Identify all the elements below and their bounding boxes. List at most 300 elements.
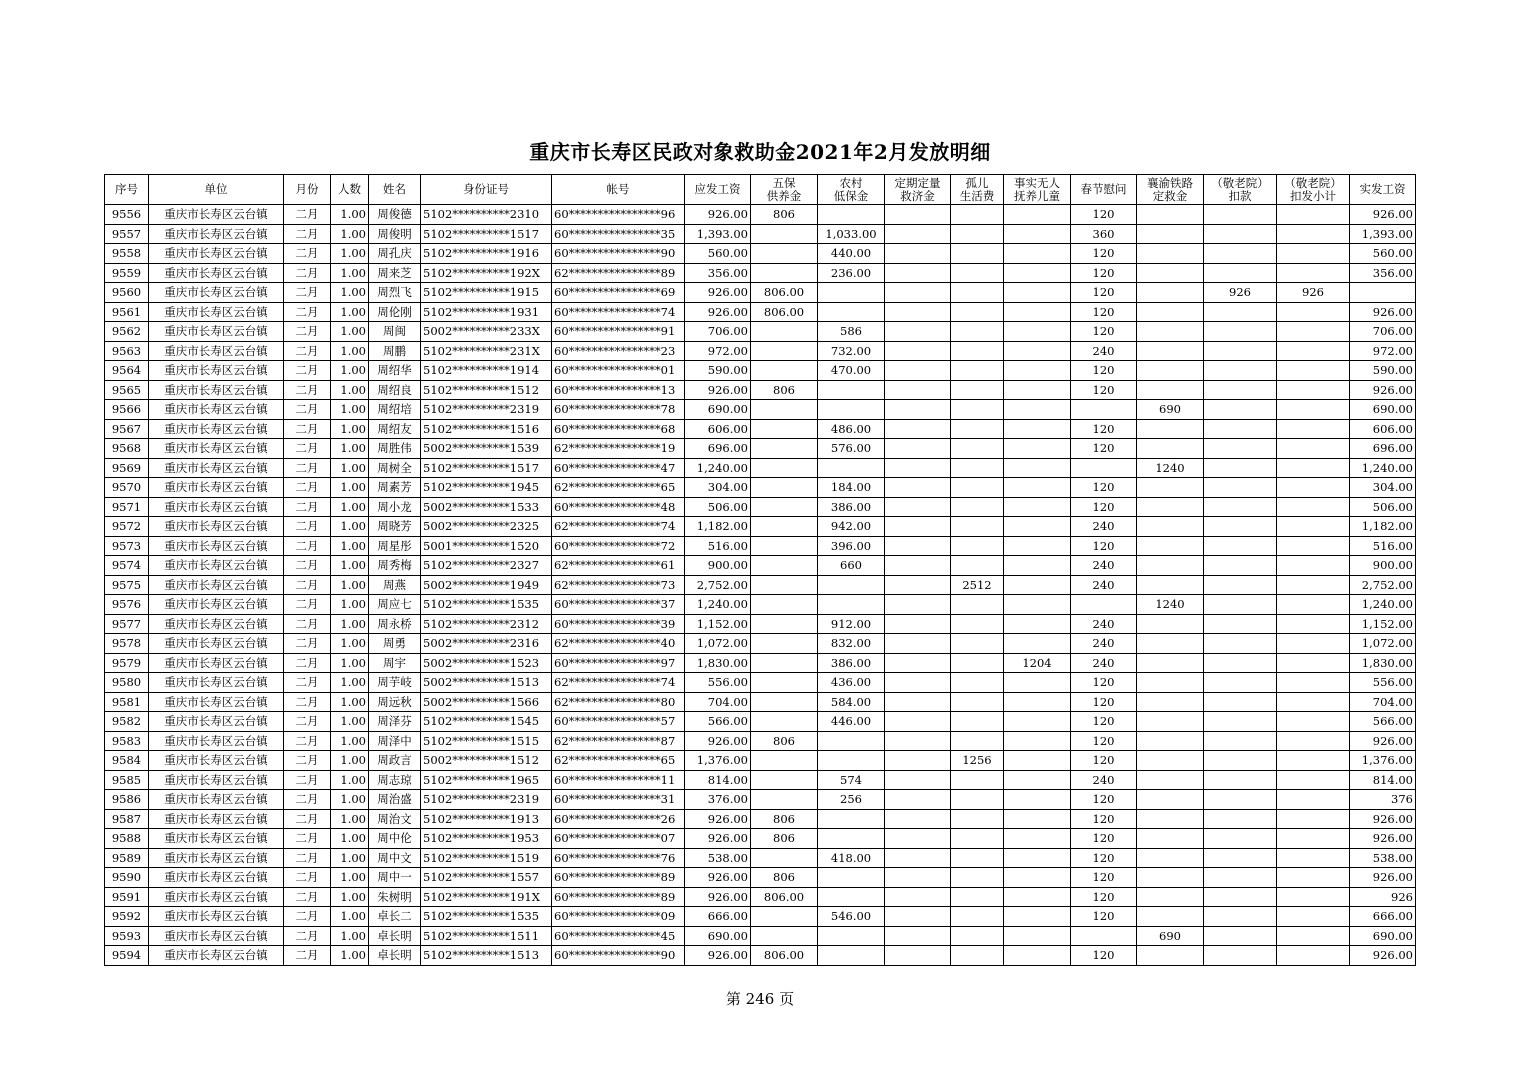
col-account-cell: 60****************11 [552,770,685,790]
col-nursing-deduction-cell [1204,263,1277,283]
col-nursing-deduction-cell [1204,322,1277,342]
table-row [105,790,1416,810]
col-seq-cell: 9585 [105,770,149,790]
col-id-number-cell: 5102**********1535 [421,595,552,615]
col-nursing-subtotal-cell [1277,478,1350,498]
col-nursing-deduction-cell [1204,205,1277,225]
col-nursing-subtotal-cell [1277,614,1350,634]
col-nursing-subtotal-cell [1277,361,1350,381]
col-xiangyu-railway-cell [1137,770,1204,790]
col-regular-relief-cell [885,614,951,634]
col-unit-cell: 重庆市长寿区云台镇 [149,887,284,907]
col-spring-festival-cell: 120 [1071,536,1137,556]
col-seq-cell: 9592 [105,907,149,927]
col-nursing-deduction-cell [1204,575,1277,595]
col-name-cell: 卓长明 [369,926,421,946]
col-net-pay-cell: 926.00 [1350,829,1416,849]
col-spring-festival-cell: 120 [1071,907,1137,927]
col-month-cell: 二月 [284,751,331,771]
col-five-guarantee-cell [751,263,818,283]
col-five-guarantee-cell: 806.00 [751,302,818,322]
col-orphan-allowance-cell [951,556,1004,576]
col-count-cell: 1.00 [331,634,369,654]
col-count-cell: 1.00 [331,400,369,420]
col-nursing-subtotal-cell [1277,263,1350,283]
col-unit-cell: 重庆市长寿区云台镇 [149,673,284,693]
col-unsupported-child-cell [1004,400,1071,420]
col-rural-minimum-cell: 446.00 [818,712,885,732]
col-name-cell: 周远秋 [369,692,421,712]
col-name-cell: 周树全 [369,458,421,478]
col-seq-cell: 9561 [105,302,149,322]
col-unsupported-child-cell [1004,361,1071,381]
col-orphan-allowance-cell [951,205,1004,225]
col-unsupported-child-cell [1004,302,1071,322]
col-id-number-header: 身份证号 [421,175,552,205]
col-spring-festival-cell: 120 [1071,673,1137,693]
col-xiangyu-railway-cell [1137,848,1204,868]
col-nursing-subtotal-cell [1277,595,1350,615]
col-unsupported-child-cell [1004,887,1071,907]
col-nursing-deduction-cell [1204,634,1277,654]
col-unit-cell: 重庆市长寿区云台镇 [149,829,284,849]
col-orphan-allowance-cell [951,634,1004,654]
col-rural-minimum-cell: 1,033.00 [818,224,885,244]
col-unit-cell: 重庆市长寿区云台镇 [149,653,284,673]
col-name-cell: 周闽 [369,322,421,342]
col-regular-relief-cell [885,341,951,361]
col-seq-cell: 9594 [105,946,149,966]
col-five-guarantee-cell [751,634,818,654]
col-nursing-subtotal-cell [1277,673,1350,693]
col-five-guarantee-cell: 806 [751,868,818,888]
col-xiangyu-railway-cell [1137,263,1204,283]
col-regular-relief-cell [885,536,951,556]
col-five-guarantee-cell [751,400,818,420]
col-orphan-allowance-cell [951,848,1004,868]
col-id-number-cell: 5002**********2325 [421,517,552,537]
col-unsupported-child-cell [1004,478,1071,498]
col-xiangyu-railway-cell: 1240 [1137,595,1204,615]
col-count-cell: 1.00 [331,283,369,303]
col-gross-pay-cell: 506.00 [685,497,751,517]
col-spring-festival-cell: 240 [1071,653,1137,673]
col-unsupported-child-cell [1004,673,1071,693]
col-five-guarantee-cell [751,926,818,946]
col-account-cell: 60****************45 [552,926,685,946]
col-gross-pay-cell: 1,376.00 [685,751,751,771]
col-gross-pay-cell: 926.00 [685,283,751,303]
col-rural-minimum-cell [818,380,885,400]
col-nursing-deduction-cell [1204,614,1277,634]
col-nursing-deduction-cell [1204,907,1277,927]
table-row [105,322,1416,342]
table-body [105,205,1416,966]
col-id-number-cell: 5102**********1945 [421,478,552,498]
col-nursing-subtotal-header: （敬老院） 扣发小计 [1277,175,1350,205]
col-net-pay-cell: 690.00 [1350,926,1416,946]
col-seq-cell: 9571 [105,497,149,517]
col-unit-cell: 重庆市长寿区云台镇 [149,634,284,654]
col-spring-festival-cell: 120 [1071,946,1137,966]
table-row [105,224,1416,244]
col-nursing-deduction-cell [1204,731,1277,751]
col-nursing-deduction-cell [1204,926,1277,946]
col-name-cell: 周伦刚 [369,302,421,322]
col-five-guarantee-cell: 806.00 [751,283,818,303]
col-unit-cell: 重庆市长寿区云台镇 [149,205,284,225]
col-unit-cell: 重庆市长寿区云台镇 [149,556,284,576]
col-unsupported-child-cell [1004,224,1071,244]
col-nursing-subtotal-cell [1277,907,1350,927]
col-five-guarantee-cell [751,497,818,517]
col-five-guarantee-cell: 806 [751,809,818,829]
col-xiangyu-railway-header: 襄渝铁路 定救金 [1137,175,1204,205]
col-nursing-deduction-cell [1204,341,1277,361]
col-count-cell: 1.00 [331,380,369,400]
col-spring-festival-cell: 360 [1071,224,1137,244]
col-nursing-subtotal-cell [1277,302,1350,322]
col-xiangyu-railway-cell [1137,224,1204,244]
col-five-guarantee-cell [751,244,818,264]
col-spring-festival-cell: 240 [1071,341,1137,361]
col-xiangyu-railway-cell: 690 [1137,400,1204,420]
col-gross-pay-cell: 566.00 [685,712,751,732]
col-nursing-deduction-cell [1204,848,1277,868]
col-regular-relief-cell [885,283,951,303]
col-net-pay-cell: 1,393.00 [1350,224,1416,244]
relief-payment-table [104,174,1416,966]
col-gross-pay-cell: 666.00 [685,907,751,927]
col-unsupported-child-cell [1004,283,1071,303]
col-orphan-allowance-cell [951,458,1004,478]
col-unit-cell: 重庆市长寿区云台镇 [149,575,284,595]
col-nursing-subtotal-cell [1277,634,1350,654]
col-regular-relief-cell [885,224,951,244]
col-unsupported-child-cell [1004,946,1071,966]
col-count-cell: 1.00 [331,361,369,381]
col-five-guarantee-cell: 806 [751,731,818,751]
col-month-cell: 二月 [284,868,331,888]
col-xiangyu-railway-cell [1137,614,1204,634]
col-net-pay-cell: 926.00 [1350,868,1416,888]
col-rural-minimum-cell [818,283,885,303]
col-nursing-deduction-cell: 926 [1204,283,1277,303]
col-regular-relief-cell [885,517,951,537]
col-month-cell: 二月 [284,692,331,712]
col-nursing-deduction-cell [1204,868,1277,888]
col-seq-cell: 9559 [105,263,149,283]
col-id-number-cell: 5102**********1965 [421,770,552,790]
col-unsupported-child-cell [1004,595,1071,615]
table-row [105,536,1416,556]
col-xiangyu-railway-cell [1137,380,1204,400]
col-name-cell: 周俊德 [369,205,421,225]
col-month-cell: 二月 [284,419,331,439]
col-spring-festival-cell: 240 [1071,770,1137,790]
col-orphan-allowance-cell [951,439,1004,459]
col-nursing-deduction-cell [1204,439,1277,459]
col-seq-header: 序号 [105,175,149,205]
col-unsupported-child-cell [1004,244,1071,264]
col-seq-cell: 9570 [105,478,149,498]
col-seq-cell: 9557 [105,224,149,244]
col-count-cell: 1.00 [331,790,369,810]
col-count-cell: 1.00 [331,829,369,849]
col-month-cell: 二月 [284,575,331,595]
col-nursing-subtotal-cell: 926 [1277,283,1350,303]
col-id-number-cell: 5102**********2310 [421,205,552,225]
col-unsupported-child-cell [1004,926,1071,946]
col-five-guarantee-cell [751,517,818,537]
col-nursing-subtotal-cell [1277,712,1350,732]
col-gross-pay-cell: 926.00 [685,887,751,907]
col-seq-cell: 9576 [105,595,149,615]
col-unsupported-child-cell [1004,790,1071,810]
col-count-cell: 1.00 [331,946,369,966]
col-seq-cell: 9562 [105,322,149,342]
col-month-cell: 二月 [284,907,331,927]
col-nursing-subtotal-cell [1277,575,1350,595]
col-spring-festival-cell: 120 [1071,302,1137,322]
col-id-number-cell: 5002**********1533 [421,497,552,517]
col-account-cell: 62****************74 [552,517,685,537]
col-unit-cell: 重庆市长寿区云台镇 [149,692,284,712]
col-unsupported-child-cell [1004,634,1071,654]
col-month-cell: 二月 [284,458,331,478]
col-nursing-deduction-cell [1204,790,1277,810]
col-id-number-cell: 5102**********1914 [421,361,552,381]
table-row [105,263,1416,283]
col-unit-cell: 重庆市长寿区云台镇 [149,712,284,732]
col-gross-pay-cell: 972.00 [685,341,751,361]
col-five-guarantee-cell [751,653,818,673]
col-rural-minimum-cell: 832.00 [818,634,885,654]
table-row [105,595,1416,615]
col-regular-relief-cell [885,926,951,946]
col-seq-cell: 9589 [105,848,149,868]
table-row [105,731,1416,751]
col-id-number-cell: 5102**********1557 [421,868,552,888]
col-account-cell: 60****************07 [552,829,685,849]
col-xiangyu-railway-cell [1137,205,1204,225]
col-orphan-allowance-cell [951,302,1004,322]
col-rural-minimum-cell [818,575,885,595]
col-nursing-subtotal-cell [1277,887,1350,907]
col-unit-cell: 重庆市长寿区云台镇 [149,770,284,790]
col-net-pay-cell: 376 [1350,790,1416,810]
col-name-cell: 周勇 [369,634,421,654]
col-spring-festival-cell: 240 [1071,575,1137,595]
col-orphan-allowance-cell [951,692,1004,712]
col-regular-relief-cell [885,302,951,322]
col-gross-pay-cell: 1,393.00 [685,224,751,244]
col-orphan-allowance-cell [951,400,1004,420]
col-gross-pay-cell: 606.00 [685,419,751,439]
table-row [105,829,1416,849]
col-rural-minimum-cell: 584.00 [818,692,885,712]
col-spring-festival-header: 春节慰问 [1071,175,1137,205]
col-unsupported-child-cell [1004,868,1071,888]
col-account-cell: 62****************73 [552,575,685,595]
col-xiangyu-railway-cell [1137,887,1204,907]
col-regular-relief-cell [885,692,951,712]
col-nursing-deduction-cell [1204,497,1277,517]
col-seq-cell: 9560 [105,283,149,303]
col-unit-cell: 重庆市长寿区云台镇 [149,497,284,517]
col-xiangyu-railway-cell [1137,673,1204,693]
col-account-cell: 62****************61 [552,556,685,576]
col-seq-cell: 9556 [105,205,149,225]
table-row [105,926,1416,946]
col-month-cell: 二月 [284,497,331,517]
col-orphan-allowance-cell [951,673,1004,693]
col-spring-festival-cell: 120 [1071,848,1137,868]
col-nursing-deduction-cell [1204,458,1277,478]
col-unsupported-child-cell [1004,458,1071,478]
col-unit-cell: 重庆市长寿区云台镇 [149,731,284,751]
col-seq-cell: 9582 [105,712,149,732]
col-net-pay-cell: 538.00 [1350,848,1416,868]
col-orphan-allowance-header: 孤儿 生活费 [951,175,1004,205]
col-account-cell: 60****************69 [552,283,685,303]
col-xiangyu-railway-cell [1137,868,1204,888]
col-orphan-allowance-cell [951,244,1004,264]
col-five-guarantee-cell: 806 [751,380,818,400]
col-id-number-cell: 5102**********1916 [421,244,552,264]
col-regular-relief-cell [885,634,951,654]
col-count-cell: 1.00 [331,614,369,634]
col-five-guarantee-cell [751,224,818,244]
col-nursing-deduction-cell [1204,595,1277,615]
table-row [105,283,1416,303]
col-count-cell: 1.00 [331,731,369,751]
col-month-cell: 二月 [284,244,331,264]
col-month-cell: 二月 [284,770,331,790]
col-spring-festival-cell: 120 [1071,497,1137,517]
col-unsupported-child-cell [1004,517,1071,537]
col-gross-pay-cell: 556.00 [685,673,751,693]
col-name-cell: 周燕 [369,575,421,595]
col-net-pay-cell: 900.00 [1350,556,1416,576]
col-regular-relief-cell [885,751,951,771]
col-seq-cell: 9563 [105,341,149,361]
col-xiangyu-railway-cell [1137,439,1204,459]
col-month-cell: 二月 [284,536,331,556]
col-xiangyu-railway-cell [1137,536,1204,556]
col-account-cell: 60****************35 [552,224,685,244]
col-id-number-cell: 5102**********2312 [421,614,552,634]
col-name-cell: 周宇 [369,653,421,673]
col-nursing-subtotal-cell [1277,536,1350,556]
col-nursing-deduction-cell [1204,380,1277,400]
col-gross-pay-cell: 690.00 [685,926,751,946]
col-account-cell: 60****************68 [552,419,685,439]
col-name-cell: 周泽中 [369,731,421,751]
col-unsupported-child-cell [1004,614,1071,634]
col-id-number-cell: 5102**********2319 [421,790,552,810]
col-count-cell: 1.00 [331,926,369,946]
col-account-cell: 62****************80 [552,692,685,712]
col-xiangyu-railway-cell [1137,556,1204,576]
col-account-cell: 60****************48 [552,497,685,517]
col-seq-cell: 9566 [105,400,149,420]
col-gross-pay-cell: 1,152.00 [685,614,751,634]
col-month-cell: 二月 [284,302,331,322]
col-nursing-deduction-cell [1204,224,1277,244]
col-orphan-allowance-cell [951,829,1004,849]
col-nursing-subtotal-cell [1277,419,1350,439]
col-id-number-cell: 5102**********191X [421,887,552,907]
col-id-number-cell: 5102**********2319 [421,400,552,420]
col-spring-festival-cell: 120 [1071,712,1137,732]
col-rural-minimum-cell [818,302,885,322]
col-nursing-deduction-cell [1204,302,1277,322]
col-unsupported-child-cell [1004,341,1071,361]
col-regular-relief-cell [885,731,951,751]
col-account-cell: 60****************57 [552,712,685,732]
col-gross-pay-cell: 926.00 [685,868,751,888]
col-unit-cell: 重庆市长寿区云台镇 [149,517,284,537]
col-net-pay-cell: 696.00 [1350,439,1416,459]
col-five-guarantee-cell [751,848,818,868]
table-row [105,770,1416,790]
col-seq-cell: 9572 [105,517,149,537]
col-regular-relief-cell [885,419,951,439]
col-net-pay-cell: 1,182.00 [1350,517,1416,537]
col-name-cell: 周晓芳 [369,517,421,537]
col-unit-cell: 重庆市长寿区云台镇 [149,400,284,420]
col-rural-minimum-cell: 942.00 [818,517,885,537]
col-account-cell: 60****************23 [552,341,685,361]
col-name-cell: 周绍良 [369,380,421,400]
col-account-cell: 60****************78 [552,400,685,420]
col-spring-festival-cell [1071,595,1137,615]
col-unit-cell: 重庆市长寿区云台镇 [149,380,284,400]
col-xiangyu-railway-cell: 1240 [1137,458,1204,478]
col-seq-cell: 9567 [105,419,149,439]
col-unit-cell: 重庆市长寿区云台镇 [149,244,284,264]
col-nursing-deduction-header: （敬老院） 扣款 [1204,175,1277,205]
col-unsupported-child-cell [1004,556,1071,576]
col-month-header: 月份 [284,175,331,205]
col-orphan-allowance-cell [951,263,1004,283]
col-xiangyu-railway-cell [1137,497,1204,517]
col-rural-minimum-cell: 184.00 [818,478,885,498]
col-seq-cell: 9558 [105,244,149,264]
col-seq-cell: 9580 [105,673,149,693]
col-gross-pay-cell: 926.00 [685,829,751,849]
col-net-pay-cell: 972.00 [1350,341,1416,361]
col-unit-cell: 重庆市长寿区云台镇 [149,283,284,303]
col-count-cell: 1.00 [331,907,369,927]
col-seq-cell: 9574 [105,556,149,576]
col-five-guarantee-cell [751,322,818,342]
col-regular-relief-cell [885,478,951,498]
col-net-pay-cell: 926 [1350,887,1416,907]
col-unit-cell: 重庆市长寿区云台镇 [149,595,284,615]
col-regular-relief-cell [885,673,951,693]
col-xiangyu-railway-cell [1137,946,1204,966]
col-xiangyu-railway-cell [1137,907,1204,927]
col-xiangyu-railway-cell [1137,341,1204,361]
table-row [105,497,1416,517]
col-unit-cell: 重庆市长寿区云台镇 [149,868,284,888]
col-net-pay-cell: 926.00 [1350,946,1416,966]
col-unsupported-child-cell [1004,829,1071,849]
col-regular-relief-header: 定期定量 救济金 [885,175,951,205]
col-gross-pay-cell: 590.00 [685,361,751,381]
